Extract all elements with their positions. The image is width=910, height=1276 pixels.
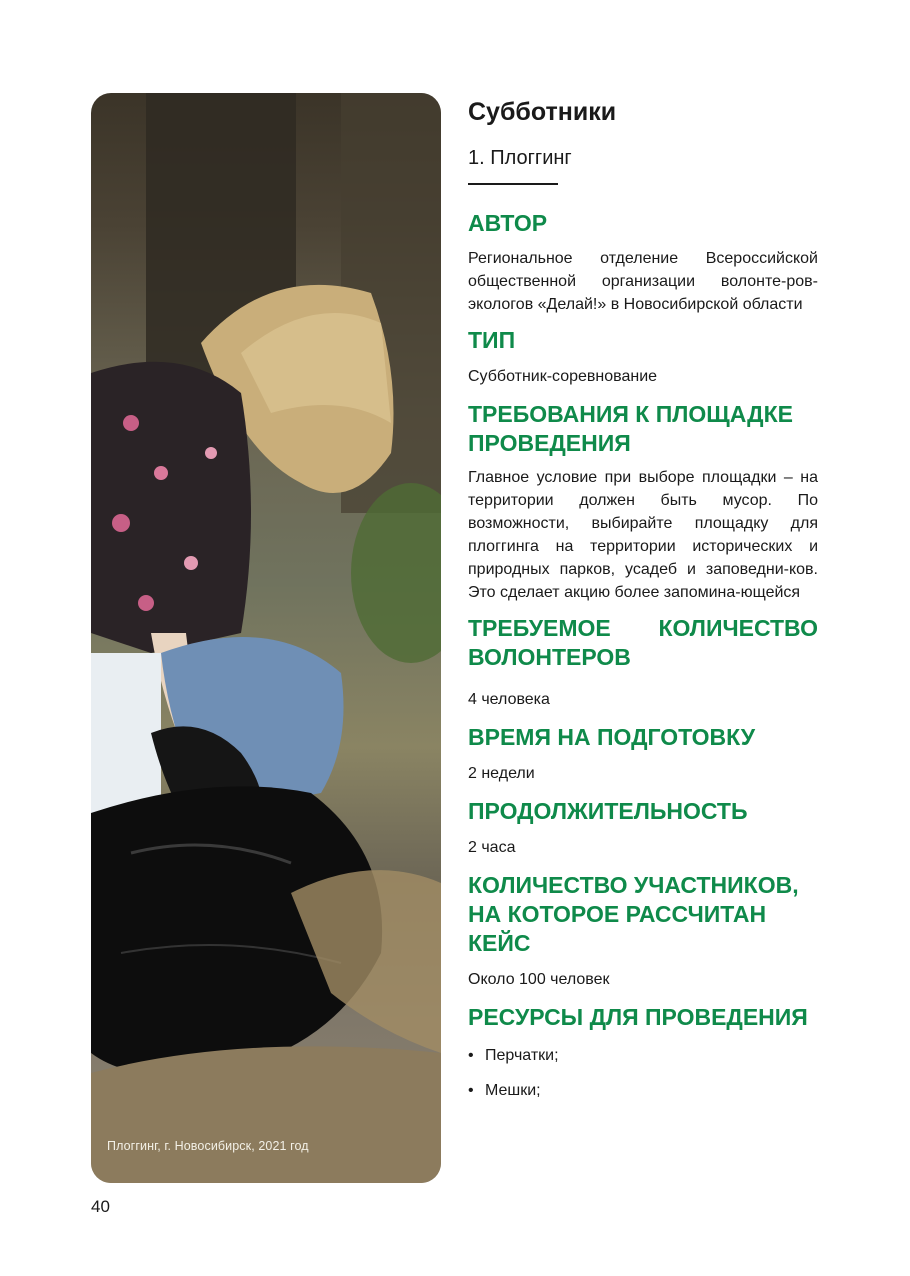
section-body-participants: Около 100 человек xyxy=(468,971,610,988)
page-number: 40 xyxy=(91,1197,110,1216)
section-body-duration: 2 часа xyxy=(468,839,516,856)
page-title: Субботники xyxy=(468,98,617,126)
resources-list xyxy=(468,1044,818,1102)
section-body-site: Главное условие при выборе площадки – на территории должен быть мусор. По возможности, выбирайте площадку для плоггинга на территории исторических и природных парков, усадеб и заповедни-ков. Это сделает акцию более запомина-ющейся xyxy=(468,469,818,601)
list-item: • Перчатки; xyxy=(468,1044,818,1067)
section-title-author: АВТОР xyxy=(468,210,548,236)
section-title-type: ТИП xyxy=(468,327,516,353)
section-title-resources: РЕСУРСЫ ДЛЯ ПРОВЕДЕНИЯ xyxy=(468,1004,808,1030)
section-title-duration: ПРОДОЛЖИТЕЛЬНОСТЬ xyxy=(468,798,748,824)
content-column xyxy=(468,95,818,1114)
title-divider xyxy=(468,183,558,185)
section-title-volunteers: ТРЕБУЕМОЕ КОЛИЧЕСТВО ВОЛОНТЕРОВ xyxy=(468,615,818,670)
photo-illustration xyxy=(91,93,441,1183)
section-body-prep-time: 2 недели xyxy=(468,765,535,782)
section-title-prep-time: ВРЕМЯ НА ПОДГОТОВКУ xyxy=(468,724,756,750)
section-title-site: ТРЕБОВАНИЯ К ПЛОЩАДКЕ ПРОВЕДЕНИЯ xyxy=(468,401,793,456)
section-body-volunteers: 4 человека xyxy=(468,691,550,708)
page-subtitle: 1. Плоггинг xyxy=(468,147,572,169)
section-body-type: Субботник-соревнование xyxy=(468,368,658,385)
list-item: • Мешки; xyxy=(468,1079,818,1102)
photo-caption: Плоггинг, г. Новосибирск, 2021 год xyxy=(107,1139,309,1153)
section-title-participants: КОЛИЧЕСТВО УЧАСТНИКОВ, НА КОТОРОЕ РАССЧИТАН КЕЙС xyxy=(468,872,799,956)
section-body-author: Региональное отделение Всероссийской общественной организации волонте-ров-экологов «Делай!» в Новосибирской области xyxy=(468,250,818,313)
plogging-photo xyxy=(91,93,441,1183)
